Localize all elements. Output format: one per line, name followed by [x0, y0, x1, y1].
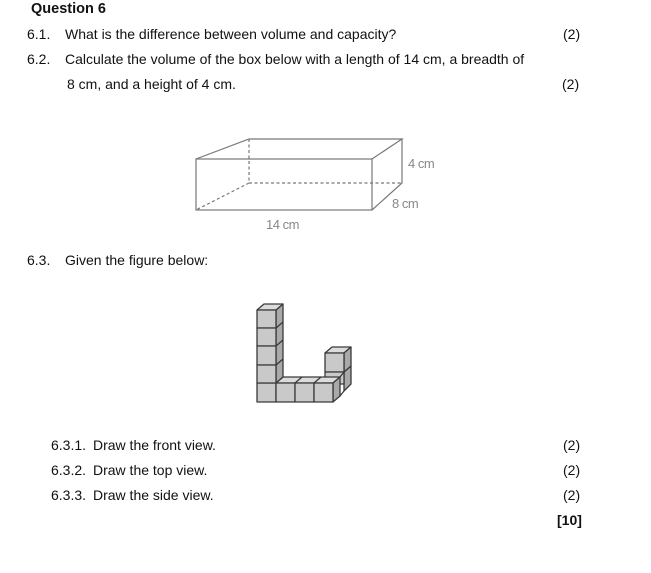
question-heading: Question 6 — [31, 1, 106, 17]
marks-6-3-2: (2) — [563, 462, 581, 478]
marks-6-1: (2) — [563, 26, 581, 42]
question-text-6-2-line1: Calculate the volume of the box below with a length of 14 cm, a breadth of — [65, 51, 525, 67]
subquestion-number-6-3-3: 6.3.3. — [51, 487, 87, 503]
cube-figure — [257, 304, 351, 402]
question-number-6-2: 6.2. — [27, 51, 51, 67]
question-text-6-2-line2: 8 cm, and a height of 4 cm. — [67, 76, 236, 92]
box-breadth-label: 8 cm — [392, 196, 419, 211]
total-marks: [10] — [557, 512, 582, 528]
subquestion-text-6-3-2: Draw the top view. — [93, 462, 208, 478]
subquestion-text-6-3-1: Draw the front view. — [93, 437, 216, 453]
box-height-label: 4 cm — [408, 156, 435, 171]
subquestion-text-6-3-3: Draw the side view. — [93, 487, 214, 503]
marks-6-2: (2) — [562, 76, 580, 92]
subquestion-number-6-3-2: 6.3.2. — [51, 462, 87, 478]
subquestion-number-6-3-1: 6.3.1. — [51, 437, 87, 453]
question-number-6-3: 6.3. — [27, 252, 51, 268]
question-text-6-1: What is the difference between volume and capacity? — [65, 26, 397, 42]
box-length-label: 14 cm — [266, 217, 299, 232]
marks-6-3-1: (2) — [563, 437, 581, 453]
question-number-6-1: 6.1. — [27, 26, 51, 42]
question-text-6-3: Given the figure below: — [65, 252, 209, 268]
marks-6-3-3: (2) — [563, 487, 581, 503]
